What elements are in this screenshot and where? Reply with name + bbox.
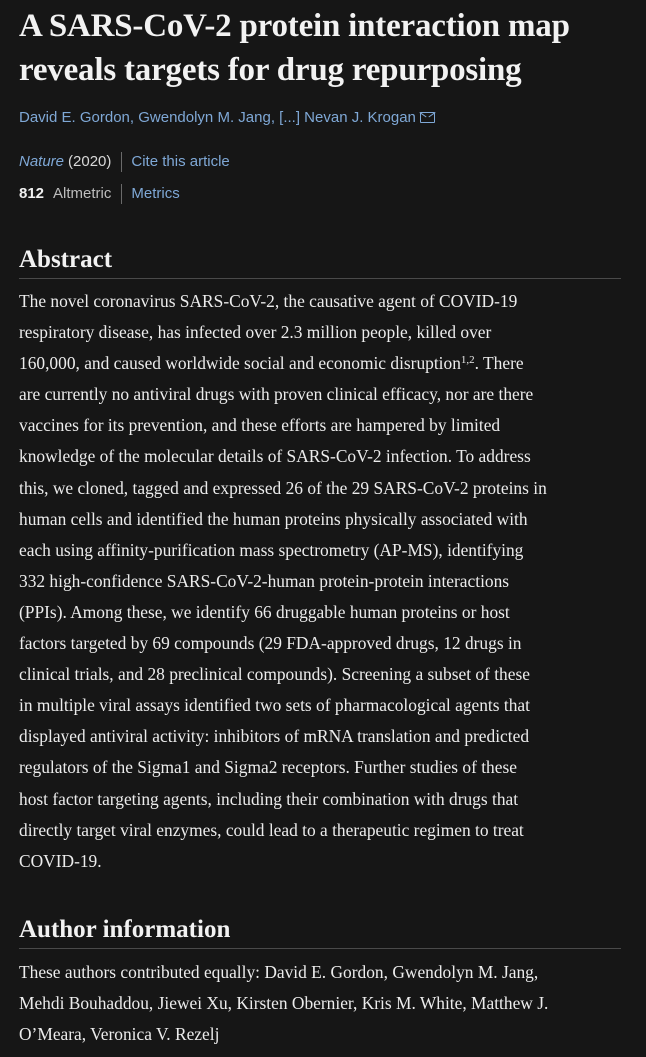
abstract-line: each using affinity-purification mass spectrometry (AP-MS), identifying	[19, 539, 524, 560]
author-info-line: O’Meara, Veronica V. Rezelj	[19, 1024, 220, 1045]
show-all-authors-link[interactable]: [...]	[279, 109, 300, 126]
author-info-line: These authors contributed equally: David E. Gordon, Gwendolyn M. Jang,	[19, 962, 539, 982]
citation-row	[19, 151, 230, 173]
author-separator: ,	[129, 109, 135, 126]
author-separator: ,	[270, 109, 275, 126]
abstract-heading: Abstract	[19, 245, 621, 279]
publication-year: (2020)	[68, 153, 112, 170]
metrics-link[interactable]: Metrics	[131, 185, 180, 202]
abstract-line: (PPIs). Among these, we identify 66 druggable human proteins or host	[19, 601, 510, 622]
title-line: A SARS-CoV-2 protein interaction map	[19, 8, 570, 44]
abstract-line: knowledge of the molecular details of SARS-CoV-2 infection. To address	[19, 446, 531, 467]
abstract-line: directly target viral enzymes, could lead to a therapeutic regimen to treat	[19, 819, 524, 840]
abstract-line: COVID-19.	[19, 850, 102, 871]
author-info-line: Mehdi Bouhaddou, Jiewei Xu, Kirsten Obernier, Kris M. White, Matthew J.	[19, 993, 549, 1014]
author-link-first[interactable]: David E. Gordon	[19, 109, 130, 126]
abstract-line: factors targeted by 69 compounds (29 FDA-approved drugs, 12 drugs in	[19, 633, 522, 654]
abstract-line: vaccines for its prevention, and these efforts are hampered by limited	[19, 415, 501, 436]
cite-article-link[interactable]: Cite this article	[131, 153, 230, 170]
author-link-last[interactable]: Nevan J. Krogan	[304, 109, 416, 126]
author-information-heading: Author information	[19, 915, 621, 949]
abstract-text	[19, 286, 624, 877]
journal-name[interactable]: Nature	[19, 153, 65, 170]
abstract-line: The novel coronavirus SARS-CoV-2, the causative agent of COVID-19	[19, 291, 518, 311]
abstract-line	[19, 348, 624, 379]
altmetric-score: 812	[19, 185, 45, 202]
abstract-line: respiratory disease, has infected over 2.3 million people, killed over	[19, 322, 492, 343]
author-link-second[interactable]: Gwendolyn M. Jang	[138, 109, 271, 126]
abstract-line: 332 high-confidence SARS-CoV-2-human protein-protein interactions	[19, 570, 510, 591]
author-list	[19, 106, 435, 130]
reference-superscript[interactable]: 1,2	[460, 354, 475, 367]
email-icon[interactable]	[420, 112, 435, 123]
author-information-text	[19, 957, 624, 1050]
abstract-line-text: 160,000, and caused worldwide social and economic disruption	[19, 353, 461, 374]
altmetric-label: Altmetric	[53, 185, 112, 202]
abstract-line: clinical trials, and 28 preclinical compounds). Screening a subset of these	[19, 664, 530, 685]
abstract-line: host factor targeting agents, including their combination with drugs that	[19, 788, 519, 809]
abstract-line: in multiple viral assays identified two sets of pharmacological agents that	[19, 695, 530, 716]
abstract-line: regulators of the Sigma1 and Sigma2 receptors. Further studies of these	[19, 757, 517, 778]
abstract-line: are currently no antiviral drugs with proven clinical efficacy, nor are there	[19, 384, 534, 405]
abstract-line: displayed antiviral activity: inhibitors of mRNA translation and predicted	[19, 726, 530, 747]
divider	[121, 152, 122, 172]
abstract-line: this, we cloned, tagged and expressed 26 of the 29 SARS-CoV-2 proteins in	[19, 477, 547, 498]
abstract-line-tail: . There	[474, 353, 524, 374]
metrics-row	[19, 183, 180, 205]
abstract-line: human cells and identified the human proteins physically associated with	[19, 508, 528, 529]
divider	[121, 184, 122, 204]
title-line: reveals targets for drug repurposing	[19, 52, 522, 88]
article-title	[19, 4, 624, 92]
